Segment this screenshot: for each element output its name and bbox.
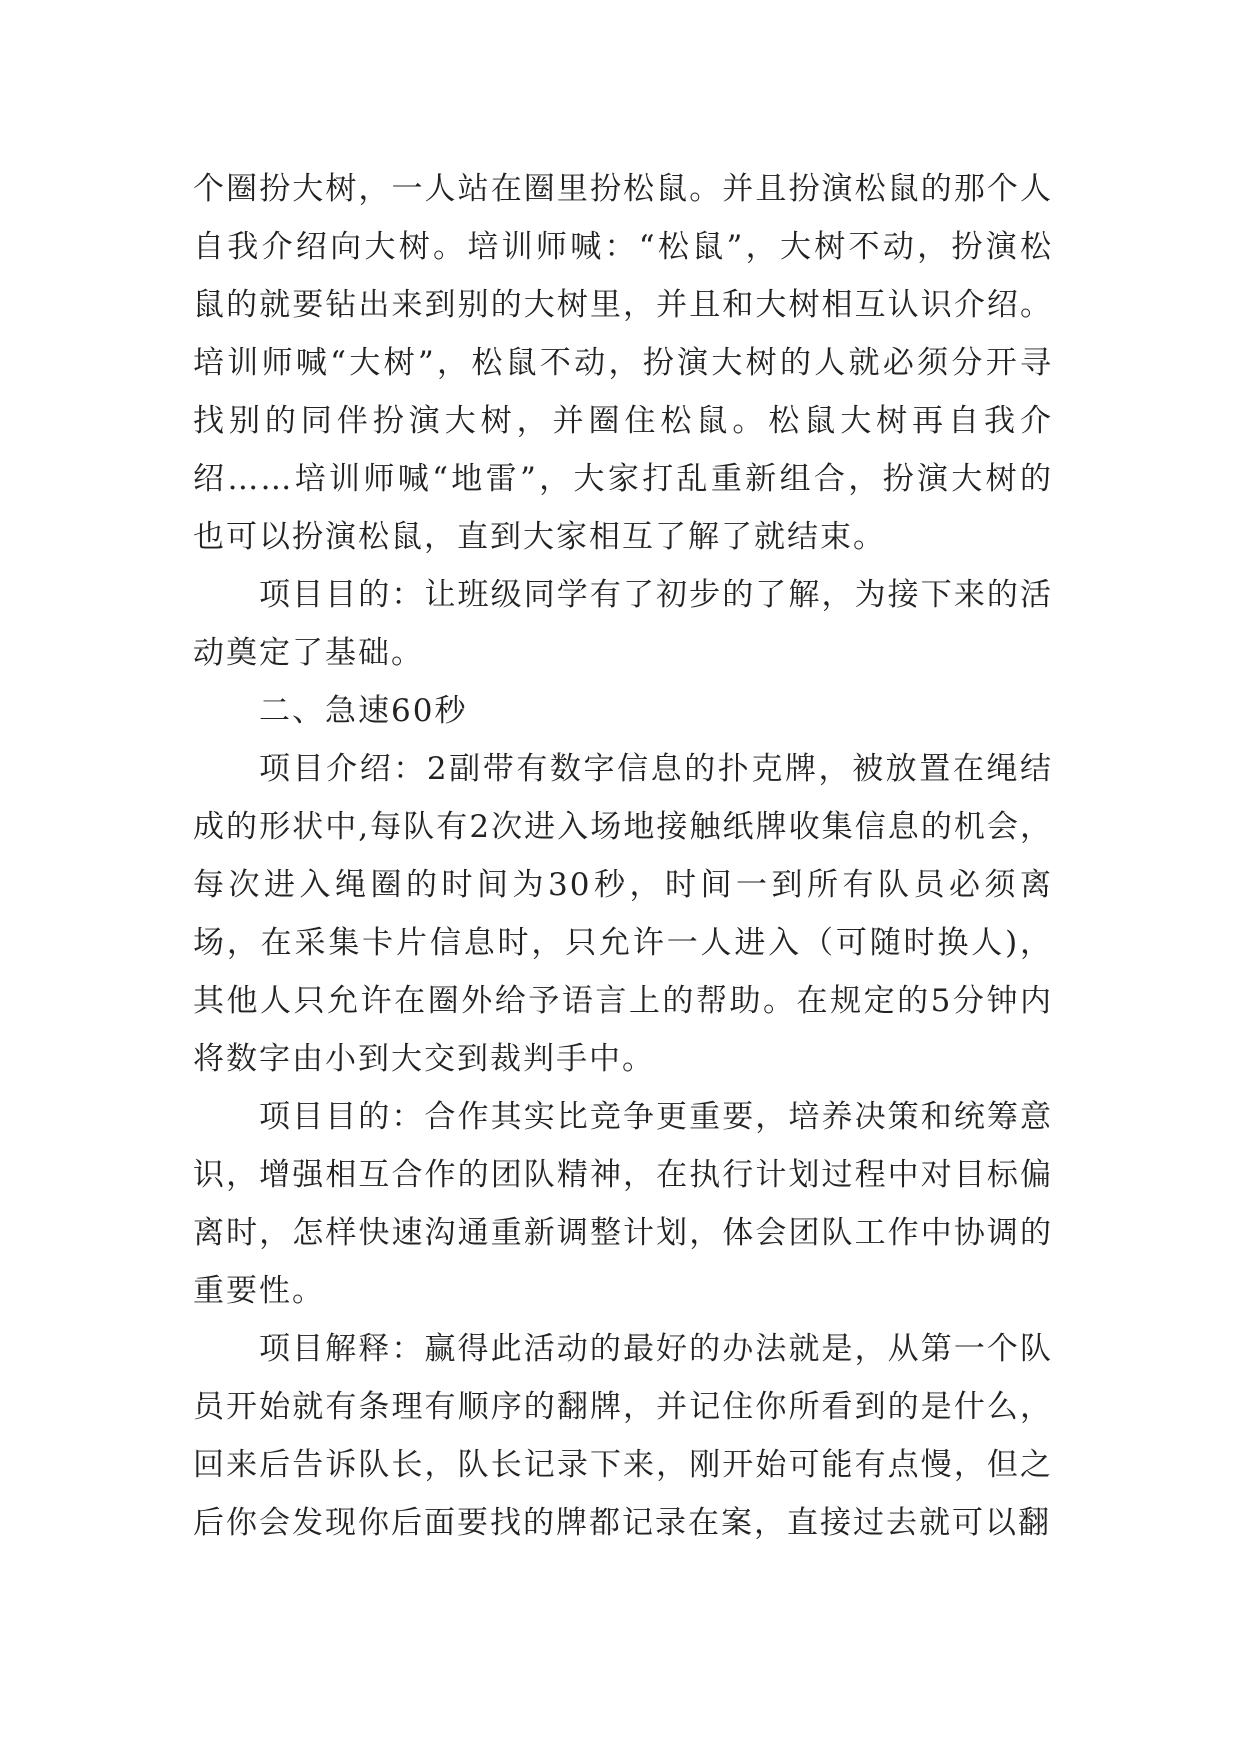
paragraph-introduction: 项目介绍：2副带有数字信息的扑克牌，被放置在绳结成的形状中,每队有2次进入场地接触纸牌收集信息的机会，每次进入绳圈的时间为30秒，时间一到所有队员必须离场，在采集卡片信息时，只允许一人进入（可随时换人)，其他人只允许在圈外给予语言上的帮助。在规定的5分钟内将数字由小到大交到裁判手中。 [193, 751, 1053, 1077]
paragraph-continuation: 个圈扮大树，一人站在圈里扮松鼠。并且扮演松鼠的那个人自我介绍向大树。培训师喊：“松鼠”，大树不动，扮演松鼠的就要钻出来到别的大树里，并且和大树相互认识介绍。培训师喊“大树”，松鼠不动，扮演大树的人就必须分开寻找别的同伴扮演大树，并圈住松鼠。松鼠大树再自我介绍……培训师喊“地雷”，大家打乱重新组合，扮演大树的也可以扮演松鼠，直到大家相互了解了就结束。 [193, 171, 1053, 555]
body-text [193, 160, 1053, 1552]
section-heading: 二、急速60秒 [259, 693, 468, 729]
paragraph-purpose-2: 项目目的：合作其实比竞争更重要，培养决策和统筹意识，增强相互合作的团队精神，在执行计划过程中对目标偏离时，怎样快速沟通重新调整计划，体会团队工作中协调的重要性。 [193, 1099, 1053, 1309]
paragraph-explanation: 项目解释：赢得此活动的最好的办法就是，从第一个队员开始就有条理有顺序的翻牌，并记住你所看到的是什么，回来后告诉队长，队长记录下来，刚开始可能有点慢，但之后你会发现你后面要找的牌都记录在案，直接过去就可以翻 [193, 1331, 1053, 1541]
paragraph-purpose-1: 项目目的：让班级同学有了初步的了解，为接下来的活动奠定了基础。 [193, 577, 1053, 671]
